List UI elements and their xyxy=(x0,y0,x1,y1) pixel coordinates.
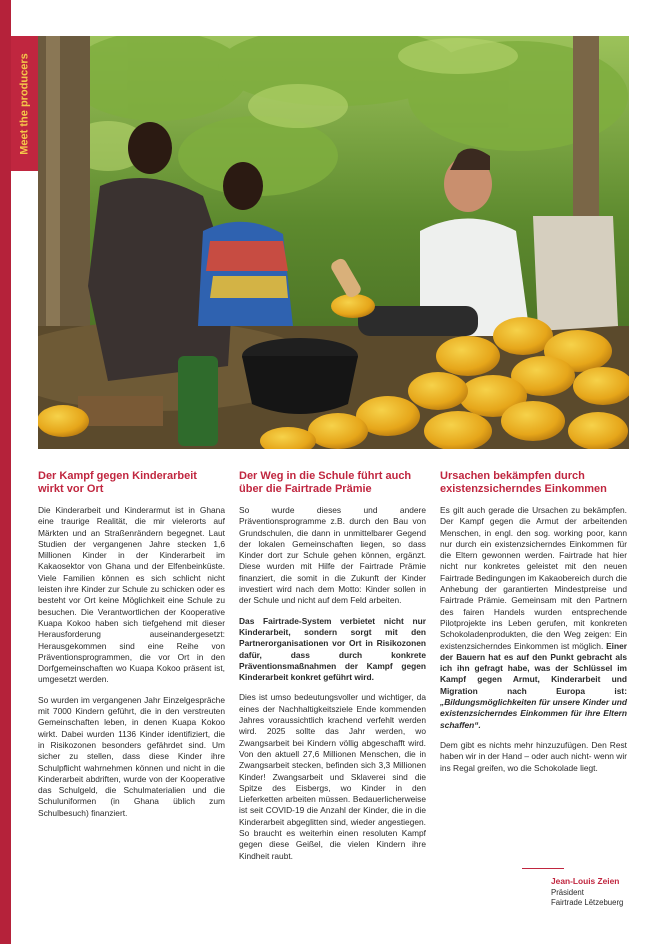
column-2-paragraph-1: So wurde dieses und andere Präventionsprogramme z.B. durch den Bau von Grundschulen, die dann in unmittelbarer Gegend der lokalen Gemeinschaften liegen, so dass Kinder dort zur Schule gehen können, ergänzt. Diese wurden mit Hilfe der Fairtrade Prämie finanziert, die somit in die Zukunft der Kinder investiert wird nach dem Motto: Kinder sollen in der Schule und nicht auf dem Feld arbeiten. xyxy=(239,505,426,606)
section-tab xyxy=(11,36,38,171)
column-1-paragraph-2: So wurden im vergangenen Jahr Einzelgespräche mit 7000 Kindern geführt, die in den verstreuten Gemeinschaften leben, in denen Kuapa Kokoo wirkt. Dabei wurden 1136 Kinder identifiziert, die in Risikozonen besonders gefährdet sind. Um sicher zu stellen, dass diese Kinder ihre Schulpflicht wahrnehmen können und nicht in die Kinderarbeit abdriften, wurde von der Kooperative das Schulgeld, die Schulmaterialien und die Schuluniformen (in Ghana üblich zum Schulbesuch) finanziert. xyxy=(38,694,225,818)
column-2-highlight-paragraph: Das Fairtrade-System verbietet nicht nur Kinderarbeit, sondern sorgt mit den Partnerorganisationen vor Ort in Risikozonen dafür, dass durch konkrete Präventionsmaßnahmen der Kampf gegen Kinderarbeit konkret geführt wird. xyxy=(239,615,426,683)
cocoa-farmers-photo xyxy=(38,36,629,449)
signature-rule xyxy=(522,868,564,869)
column-3-quote: „Bildungsmöglichkeiten für unsere Kinder und existenzsicherndes Einkommen für ihre Eltern schaffen“. xyxy=(440,697,627,730)
signature-organization: Fairtrade Lëtzebuerg xyxy=(551,898,624,907)
photo-illustration xyxy=(38,36,629,449)
column-2-heading: Der Weg in die Schule führt auch über die Fairtrade Prämie xyxy=(239,470,412,495)
signature-role: Präsident xyxy=(551,888,584,897)
section-tab-label: Meet the producers xyxy=(18,53,31,155)
column-3-paragraph-2: Dem gibt es nichts mehr hinzuzufügen. Den Rest haben wir in der Hand – oder auch nicht- wenn wir ins Regal greifen, wo die Schokolade liegt. xyxy=(440,739,627,773)
signature-name: Jean-Louis Zeien xyxy=(551,876,620,886)
column-2-paragraph-3: Dies ist umso bedeutungsvoller und wichtiger, da eines der Nachhaltigkeitsziele Ende kommenden Jahres voraussichtlich krachend verfehlt werden wird. 2025 sollte das Jahr werden, wo Zwangsarbeit bei Kindern völlig abgeschafft wird. Von den aktuell 27,6 Millionen Menschen, die in Zwangsarbeit stecken, befinden sich 3,3 Millionen Kinder! Zwangsarbeit und Sklaverei sind die Spitze des Eisbergs, wo Kinder in den Lieferketten arbeiten müssen. Bedauerlicherweise ist seit COVID-19 die Anzahl der Kinder, die in die Kinderarbeit abgeglitten sind, wieder angestiegen. So braucht es weiterhin einen resoluten Kampf gegen diese Geißel, die vielen Kindern ihre Kindheit raubt. xyxy=(239,692,426,861)
column-3-paragraph-1-text: Es gilt auch gerade die Ursachen zu bekämpfen. Der Kampf gegen die Armut der arbeitenden Menschen, in engl. den sog. working poor, kann nur durch ein existenzsicherndes Einkommen für die Eltern gewonnen werden. Fairtrade hat hier nicht nur konkretes geleistet mit den neuen Fairtrade Bedingungen im Kakaobereich durch die Anhebung der garantierten Mindestpreise und Fairtrade Prämie. Gemeinsam mit den Partnern des fairen Handels wurden entsprechende Pilotprojekte ins Leben gerufen, mit konkreten Schokoladenprodukten, die den Weg zeigen: Ein existenzsicherndes Einkommen ist möglich. xyxy=(440,505,627,651)
article-column-1 xyxy=(38,470,225,828)
column-3-heading: Ursachen bekämpfen durch existenzsicherndes Einkommen xyxy=(440,470,607,495)
article-column-3 xyxy=(440,470,627,783)
column-1-heading: Der Kampf gegen Kinderarbeit wirkt vor Ort xyxy=(38,470,197,495)
column-3-paragraph-1 xyxy=(440,505,627,731)
article-column-2 xyxy=(239,470,426,871)
column-3-bold-question: Einer der Bauern hat es auf den Punkt gebracht als ich ihn gefragt habe, was der Schlüssel im Kampf gegen Armut, Kinderarbeit und Migration nach Europa ist: xyxy=(440,640,628,696)
left-accent-bar xyxy=(0,0,11,944)
column-1-paragraph-1: Die Kinderarbeit und Kinderarmut ist in Ghana eine traurige Realität, die mir vielerorts auf Märkten und an Straßenrändern begegnet. Laut Studien der vergangenen Jahre stecken 1,6 Millionen Kinder in der Kinderarbeit im Kakaosektor von Ghana und der Elfenbeinküste. Viele Familien können es sich schlicht nicht leisten ihre Kinder zur Schule zu schicken oder es besteht vor Ort keine Möglichkeit eine Schule zu besuchen. Die Verantwortlichen der Kooperative Kuapa Kokoo haben sich tiefgehend mit dieser Herausforderung auseinandergesetzt: Herausgekommen sind eine Reihe von Präventionsprogrammen, die vor Ort in den Dorfgemeinschaften wo Kuapa Kokoo präsent ist, umgesetzt werden. xyxy=(38,505,225,685)
